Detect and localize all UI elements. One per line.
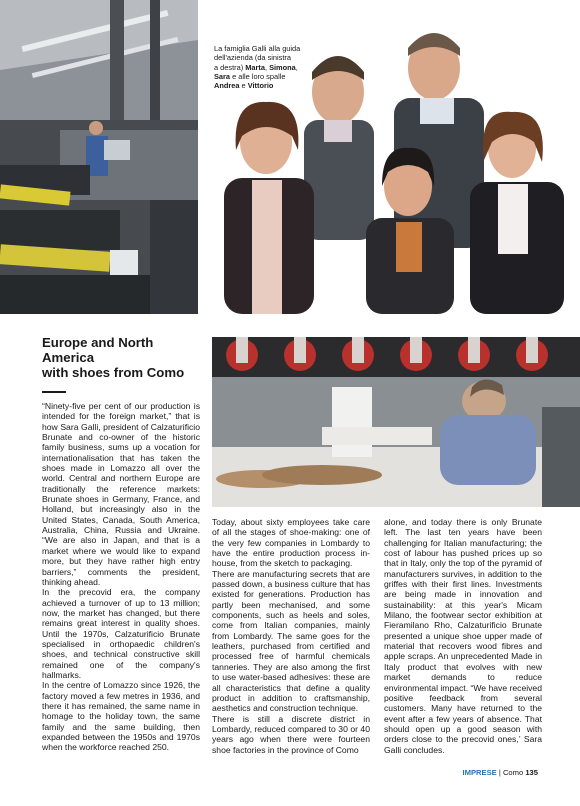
page-number: 135 bbox=[525, 768, 538, 777]
paragraph: Today, about sixty employees take care of all the stages of shoe-making: one of the very few companies in Lombardy to have the entire production process in-house, from the sketch to packaging. bbox=[212, 517, 370, 569]
paragraph: In the precovid era, the company achieved a turnover of up to 13 million; now, the market has changed, but there remains great interest in quality shoes. Until the 1970s, Calzaturificio Brunate specialised in orthopaedic children's shoes, and technical constructive skill remained one of the company's hallmarks. bbox=[42, 587, 200, 680]
article-column-3 bbox=[384, 517, 542, 755]
page-footer bbox=[463, 768, 538, 777]
caption-sep: , bbox=[295, 62, 298, 72]
caption-name: Vittorio bbox=[247, 81, 274, 91]
footer-section: Como bbox=[502, 768, 524, 777]
headline-line: with shoes from Como bbox=[42, 365, 185, 380]
sewing-photo bbox=[212, 337, 580, 507]
article-column-1 bbox=[42, 401, 200, 753]
paragraph: “Ninety-five per cent of our production is intended for the foreign market,” that is how Sara Galli, president of Calzaturificio Brunate and co-owner of the historic family business, sums up a vocation for internationalisation that has taken the shoes made in Lomazzo all over the world. Central and northern Europe are traditionally the reference markets: Brunate shoes in Germany, France, and Holland, but increasingly also in the United States, Canada, South America, Australia, China, Russia and Ukraine. “We are also in Japan, and that is a market where we would like to expand more, but they have rather high entry barriers,” comments the president, thinking ahead. bbox=[42, 401, 200, 587]
paragraph: There are manufacturing secrets that are passed down, a business culture that has existed for generations. Production has partly been mechanised, and some components, such as heels and soles, come from Italian companies, mainly from Lombardy. The same goes for the leathers, purchased from certified and processed free of harmful chemicals tanneries. They are also among the first to use water-based adhesives: these are all characteristics that define a quality product in addition to craftsmanship, aesthetics and construction technique. bbox=[212, 568, 370, 714]
article-headline bbox=[42, 335, 210, 380]
headline-rule bbox=[42, 391, 66, 393]
paragraph: In the centre of Lomazzo since 1926, the factory moved a few metres in 1936, and there it has remained, the same name in homage to the holiday town, the same family and the same building, then expanded between the 1950s and 1970s when the workforce reached 250. bbox=[42, 680, 200, 753]
caption-line: La famiglia Galli alla guida bbox=[214, 44, 301, 53]
footer-sep: | bbox=[496, 768, 503, 777]
caption-text: e alle loro spalle bbox=[230, 71, 286, 81]
caption-line: a destra) bbox=[214, 62, 246, 72]
caption-name: Marta bbox=[245, 62, 265, 72]
headline-line: America bbox=[42, 350, 95, 365]
factory-photo bbox=[0, 0, 198, 314]
caption-sep: e bbox=[239, 81, 248, 91]
headline-line: Europe and North bbox=[42, 335, 154, 350]
paragraph: There is still a discrete district in Lombardy, reduced compared to 30 or 40 years ago when there were fourteen shoe factories in the province of Como bbox=[212, 713, 370, 755]
article-column-2 bbox=[212, 517, 370, 755]
magazine-brand: IMPRESE bbox=[462, 768, 497, 777]
caption-name: Simona bbox=[269, 62, 296, 72]
caption-line: dell'azienda (da sinistra bbox=[214, 53, 292, 63]
caption-sep: , bbox=[264, 62, 270, 72]
photo-caption bbox=[214, 44, 326, 90]
caption-name: Andrea bbox=[214, 81, 240, 91]
caption-name: Sara bbox=[214, 71, 231, 81]
paragraph: alone, and today there is only Brunate left. The last ten years have been challenging for Italian manufacturing; the cost of labour has pushed prices up so that in Italy, only the top of the pyramid of manufacturers survives, in addition to the griffes with their first lines. Investments are being made in innovation and sustainability: at this year's Micam Milano, the footwear sector exhibition at Fieramilano Rho, Calzaturificio Brunate presented a unique shoe upper made of material that recovers wood fibres and apple scraps. An unprecedented Made in Italy product that evolves with new market demands to reduce environmental impact. “We have received positive feedback from several customers. Many have returned to the event after a few years of absence. That should open up a good season with orders close to the precovid ones,’ Sara Galli concludes. bbox=[384, 517, 542, 755]
